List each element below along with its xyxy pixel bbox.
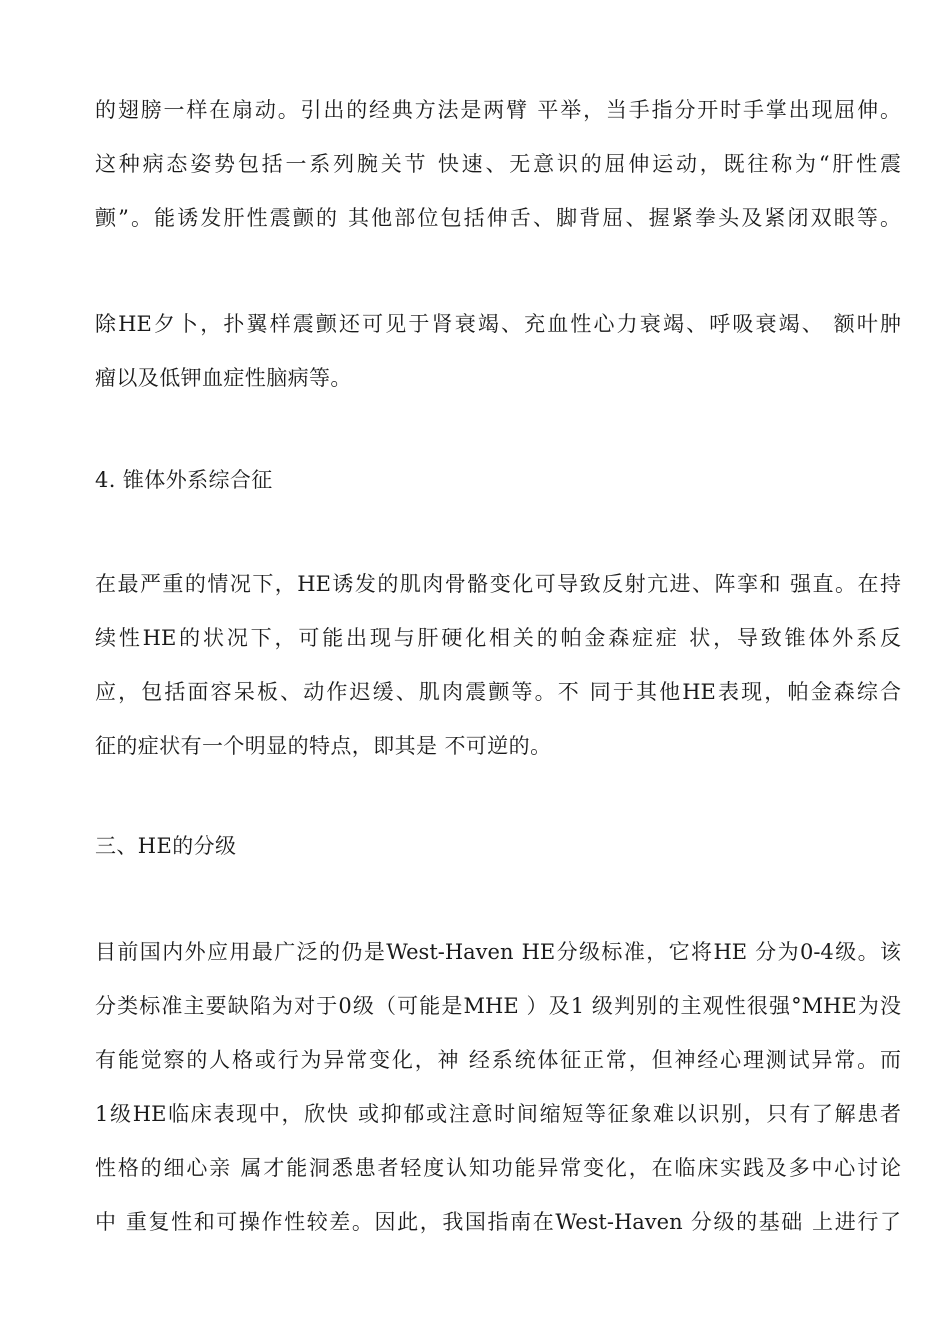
text-line: 的翅膀一样在扇动。引出的经典方法是两臂 平举，当手指分开时手掌出现屈伸。 (95, 98, 901, 122)
text-line: 性格的细心亲 属才能洞悉患者轻度认知功能异常变化，在临床实践及多中心讨论 (95, 1156, 901, 1180)
text-line: 在最严重的情况下，HE诱发的肌肉骨骼变化可导致反射亢进、阵挛和 强直。在持 (95, 572, 901, 596)
text-line: 目前国内外应用最广泛的仍是West-Haven HE分级标准，它将HE 分为0-4级。该 (95, 940, 901, 964)
text-line: 征的症状有一个明显的特点，即其是 不可逆的。 (95, 734, 552, 758)
text-line: 1级HE临床表现中，欣快 或抑郁或注意时间缩短等征象难以识别，只有了解患者 (95, 1102, 901, 1126)
text-line: 颤”。能诱发肝性震颤的 其他部位包括伸舌、脚背屈、握紧拳头及紧闭双眼等。 (95, 206, 901, 230)
text-line: 瘤以及低钾血症性脑病等。 (95, 366, 352, 390)
text-line: 有能觉察的人格或行为异常变化，神 经系统体征正常，但神经心理测试异常。而 (95, 1048, 901, 1072)
text-line: 除HE夕卜，扑翼样震颤还可见于肾衰竭、充血性心力衰竭、呼吸衰竭、 额叶肿 (95, 312, 901, 336)
text-line: 应，包括面容呆板、动作迟缓、肌肉震颤等。不 同于其他HE表现，帕金森综合 (95, 680, 901, 704)
text-line: 中 重复性和可操作性较差。因此，我国指南在West-Haven 分级的基础 上进行了 (95, 1210, 901, 1234)
text-line: 续性HE的状况下，可能出现与肝硬化相关的帕金森症症 状，导致锥体外系反 (95, 626, 901, 650)
text-line: 这种病态姿势包括一系列腕关节 快速、无意识的屈伸运动，既往称为“肝性震 (95, 152, 901, 176)
section-heading-he-grading: 三、HE的分级 (95, 834, 237, 858)
text-line: 分类标准主要缺陷为对于0级（可能是MHE ）及1 级判别的主观性很强°MHE为没 (95, 994, 901, 1018)
section-heading-extrapyramidal: 4. 锥体外系综合征 (95, 468, 273, 492)
